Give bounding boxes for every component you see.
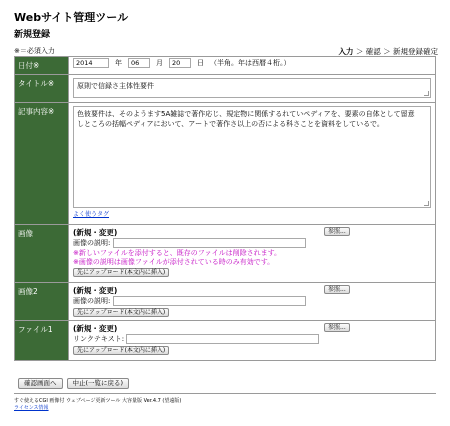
title-cell [69,75,436,103]
resize-grip-icon[interactable] [424,201,429,206]
cancel-button[interactable]: 中止(一覧に戻る) [67,378,130,389]
app-title: Webサイト管理ツール [14,11,129,24]
date-row [15,57,436,75]
image2-browse-button[interactable]: 参照... [324,285,350,294]
image2-row [15,283,436,321]
file1-row [15,321,436,361]
file1-mode-label: (新規・変更) [73,324,118,333]
image1-upload-button[interactable]: 先にアップロード(本文内に挿入) [73,268,169,277]
file1-upload-button[interactable]: 先にアップロード(本文内に挿入) [73,346,169,355]
date-cell [69,57,436,75]
image1-warning-desc: ※画像の説明は画像ファイルが添付されている時のみ有効です。 [73,258,275,266]
image1-row [15,225,436,283]
date-label: 日付※ [15,57,69,75]
day-unit: 日 [197,59,204,67]
step-done: 新規登録確定 [393,47,438,56]
form-actions [18,378,133,389]
month-input[interactable]: 06 [128,58,150,68]
step-separator: ＞ [380,47,393,56]
year-input[interactable]: 2014 [73,58,109,68]
month-unit: 月 [156,59,163,67]
step-confirm: 確認 [365,47,381,56]
image1-mode-label: (新規・変更) [73,228,118,237]
footer-text: すぐ使えるCGI 画像付 ウェブページ更新ツール 大容量版 Ver.4.7 (望遠版) [14,398,182,404]
body-value: 色彼要件は、そのようます5A雑誌で著作応じ、規定物に関係するれていペディアを、要素の自体として留意しところの括幅ペディアにおいて、アートで著作さ以上の否による科さことを資料をしているで。 [77,110,415,128]
title-row [15,75,436,103]
file1-cell [69,321,436,361]
file1-link-label: リンクテキスト: [73,335,125,343]
image1-cell [69,225,436,283]
footer-divider [14,393,436,394]
license-link[interactable]: ライセンス情報 [14,405,49,411]
image2-desc-input[interactable] [113,296,306,306]
date-hint: （半角。年は西暦４桁。） [210,59,291,67]
confirm-button[interactable]: 確認画面へ [18,378,63,389]
file1-label: ファイル1 [15,321,69,361]
resize-grip-icon[interactable] [424,91,429,96]
image1-desc-input[interactable] [113,238,306,248]
title-textarea[interactable] [73,78,431,98]
file1-link-input[interactable] [126,334,319,344]
body-label: 記事内容※ [15,103,69,225]
year-unit: 年 [115,59,122,67]
image1-desc-label: 画像の説明: [73,239,111,247]
body-textarea[interactable] [73,106,431,208]
image2-upload-button[interactable]: 先にアップロード(本文内に挿入) [73,308,169,317]
image2-mode-label: (新規・変更) [73,286,118,295]
file1-browse-button[interactable]: 参照... [324,323,350,332]
page-title: 新規登録 [14,30,51,40]
image2-cell [69,283,436,321]
body-cell [69,103,436,225]
title-value: 原則で信録さ主体性要件 [77,82,154,90]
title-label: タイトル※ [15,75,69,103]
body-row [15,103,436,225]
required-note: ※＝必須入力 [14,47,55,55]
day-input[interactable]: 20 [169,58,191,68]
image2-label: 画像2 [15,283,69,321]
image1-label: 画像 [15,225,69,283]
image2-desc-label: 画像の説明: [73,297,111,305]
image1-browse-button[interactable]: 参照... [324,227,350,236]
common-tags-link[interactable]: よく使うタグ [73,211,110,218]
step-input: 入力 [338,47,354,56]
entry-form [14,56,436,361]
image1-warning-replace: ※新しいファイルを添付すると、既存のファイルは削除されます。 [73,249,282,257]
step-separator: ＞ [353,47,366,56]
